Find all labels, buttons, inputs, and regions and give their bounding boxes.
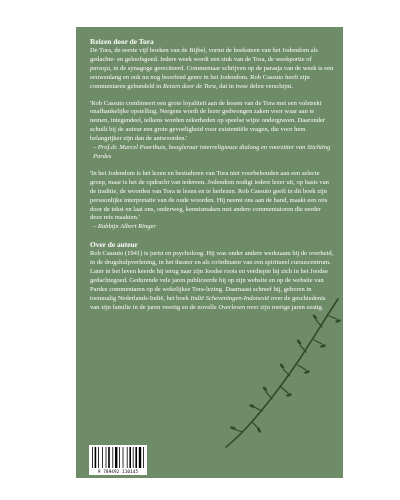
isbn-number: 9 789492 110145 xyxy=(97,470,139,475)
quote-poorthuis-author: – Prof.dr. Marcel Poorthuis, hoogleraar interreligieuze dialoog en voorzitter van Stichting Pardes xyxy=(93,144,331,160)
barcode-bar xyxy=(108,447,110,468)
barcode-bar xyxy=(102,447,103,468)
cover-panel xyxy=(76,27,343,478)
barcode-bar xyxy=(92,447,93,468)
barcode-bar xyxy=(133,447,134,468)
barcode-bar xyxy=(129,447,131,468)
section-heading-reizen: Reizen door de Tora xyxy=(90,37,154,46)
quote-ringer-author: – Rabbijn Albert Ringer xyxy=(93,223,156,231)
section-heading-auteur: Over de auteur xyxy=(90,240,138,250)
intro-paragraph: De Tora, de eerste vijf boeken van de Bijbel, vormt de hoeksteen van het Jodendom als gedachte- en geloofsgoed. Iedere week wordt een stuk van de Tora, de weekportie of parasja, in de synagoge gereciteerd. Commentaar schrijven op de parasja van de week is een eeuwenlang en ook nu nog beoefend genre in het Jodendom. Rob Cassuto heeft zijn commentaren gebundeld in Reizen door de Tora, dat in twee delen verschijnt. xyxy=(90,47,334,90)
quote-poorthuis: 'Rob Cassuto combineert een grote loyaliteit aan de lessen van de Tora met een volstrekt onafhankelijke opstelling. Nergens wordt de lezer gedwongen zaken voor waar aan te nemen, integendeel, telkens worden zekerheden op speelse wijze ondergraven. Daaronder schuilt bij de auteur een grote gevoeligheid voor existentiële vragen, die voor hem belangrijker zijn dan de antwoorden.' xyxy=(90,99,326,143)
barcode-bar xyxy=(115,447,117,468)
quote-ringer: 'In het Jodendom is het lezen en bestuderen van Tora niet voorbehouden aan een selecte groep, maar is het de opdracht van iedereen. Jodendom nodigt iedere lezer uit, op basis van de traditie, de woorden van Tora te lezen en te herlezen. Rob Cassuto geeft in dit boek zijn persoonlijke interpretatie van de oude woorden. Hij neemt ons aan de hand, maakt een reis door de tekst en laat ons, onderweg, kennismaken met andere commentatoren die eerder deze reis maakten.' xyxy=(90,169,329,222)
barcode-bar xyxy=(98,447,99,468)
barcode-bar xyxy=(95,447,97,468)
barcode-bar xyxy=(143,447,144,468)
barcode-bar xyxy=(112,447,113,468)
barcode-bar xyxy=(135,447,137,468)
barcode-bars xyxy=(89,445,147,470)
barcode-bar xyxy=(127,447,128,468)
barcode-bar xyxy=(119,447,120,468)
author-bio: Rob Cassuto (1941) is jurist en psycholoog. Hij was onder andere werkzaam bij de overheid, in de drugshulpverlening, in het theater en als coördinator van een spiritueel cursuscentrum. Later in het leven keerde hij terug naar zijn Joodse roots en verdiepte hij zich in het Joodse gedachtegoed. Gedurende vele jaren publiceerde hij op zijn website en op de website van Pardes commentaren op de wekelijkse Tora-lezing. Daarnaast schreef hij, geboren in toenmalig Nederlands-Indië, het boek Indië Scheveningen-Indonesië over de geschiedenis van zijn familie in de jaren veertig en de novelle Overleven over zijn roerige jaren zestig. xyxy=(90,250,334,311)
barcode-bar xyxy=(139,447,141,468)
barcode-bar xyxy=(106,447,107,468)
barcode-bar xyxy=(123,447,124,468)
barcode-icon xyxy=(89,445,147,475)
back-cover-text xyxy=(90,37,334,313)
